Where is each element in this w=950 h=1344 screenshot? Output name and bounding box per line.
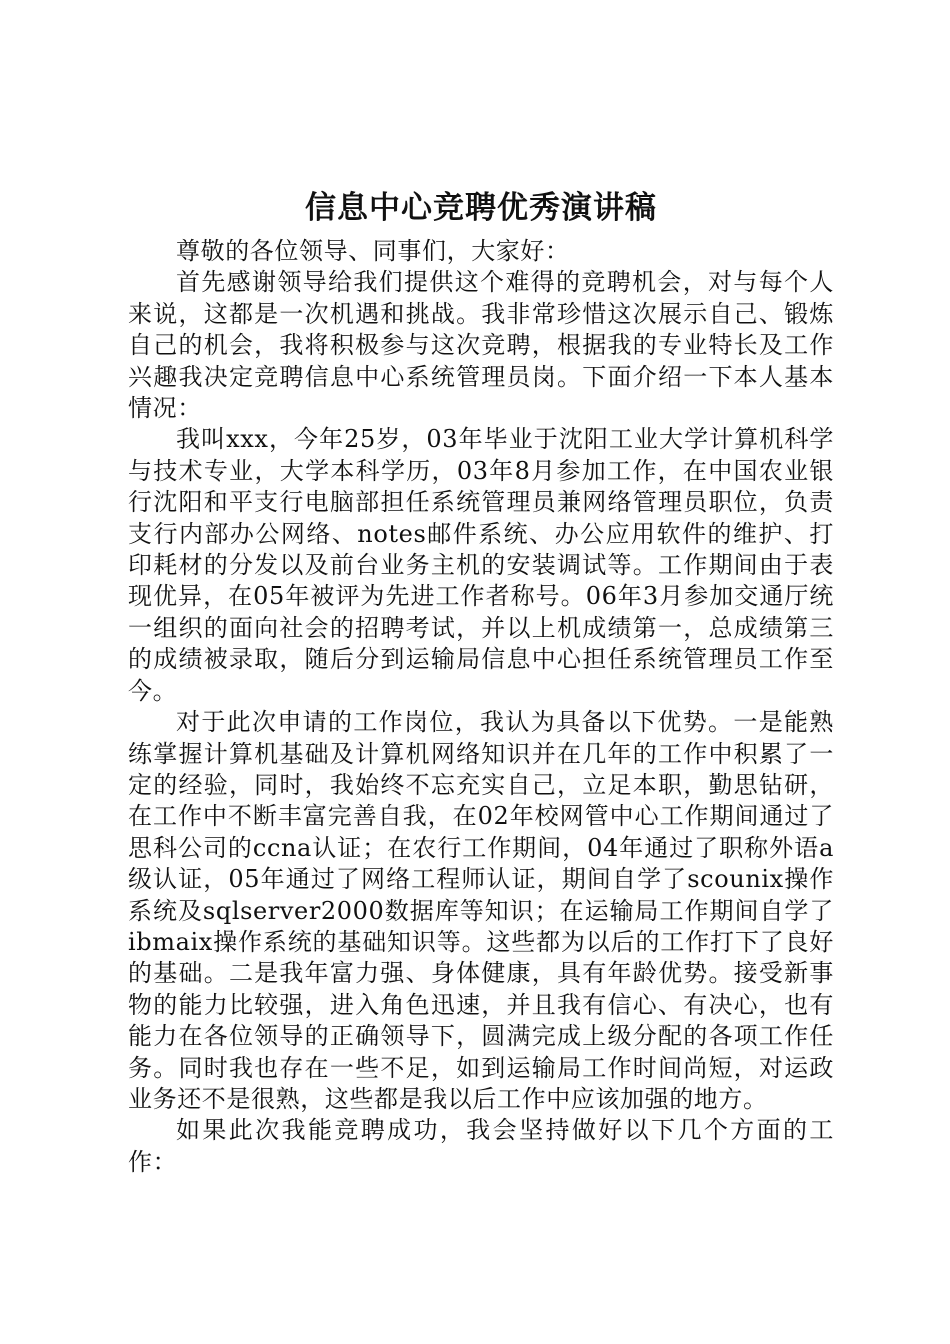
paragraph-advantages: 对于此次申请的工作岗位，我认为具备以下优势。一是能熟练掌握计算机基础及计算机网络知识并在几年的工作中积累了一定的经验，同时，我始终不忘充实自己，立足本职，勤思钻研，在工作中不断丰富完善自我，在02年校网管中心工作期间通过了思科公司的ccna认证；在农行工作期间，04年通过了职称外语a级认证，05年通过了网络工程师认证，期间自学了scounix操作系统及sqlserver2000数据库等知识；在运输局工作期间自学了ibmaix操作系统的基础知识等。这些都为以后的工作打下了良好的基础。二是我年富力强、身体健康，具有年龄优势。接受新事物的能力比较强，进入角色迅速，并且我有信心、有决心，也有能力在各位领导的正确领导下，圆满完成上级分配的各项工作任务。同时我也存在一些不足，如到运输局工作时间尚短，对运政业务还不是很熟，这些都是我以后工作中应该加强的地方。 xyxy=(128,708,834,1113)
paragraph-greeting: 尊敬的各位领导、同事们，大家好： xyxy=(176,237,570,265)
paragraph-plans: 如果此次我能竞聘成功，我会坚持做好以下几个方面的工作： xyxy=(128,1116,834,1176)
paragraph-introduction: 首先感谢领导给我们提供这个难得的竞聘机会，对与每个人来说，这都是一次机遇和挑战。我非常珍惜这次展示自己、锻炼自己的机会，我将积极参与这次竞聘，根据我的专业特长及工作兴趣我决定竞聘信息中心系统管理员岗。下面介绍一下本人基本情况： xyxy=(128,268,834,423)
document-body xyxy=(128,186,834,1178)
document-title: 信息中心竞聘优秀演讲稿 xyxy=(305,190,657,226)
paragraph-background: 我叫xxx，今年25岁，03年毕业于沈阳工业大学计算机科学与技术专业，大学本科学历，03年8月参加工作，在中国农业银行沈阳和平支行电脑部担任系统管理员兼网络管理员职位，负责支行内部办公网络、notes邮件系统、办公应用软件的维护、打印耗材的分发以及前台业务主机的安装调试等。工作期间由于表现优异，在05年被评为先进工作者称号。06年3月参加交通厅统一组织的面向社会的招聘考试，并以上机成绩第一，总成绩第三的成绩被录取，随后分到运输局信息中心担任系统管理员工作至今。 xyxy=(128,425,834,705)
